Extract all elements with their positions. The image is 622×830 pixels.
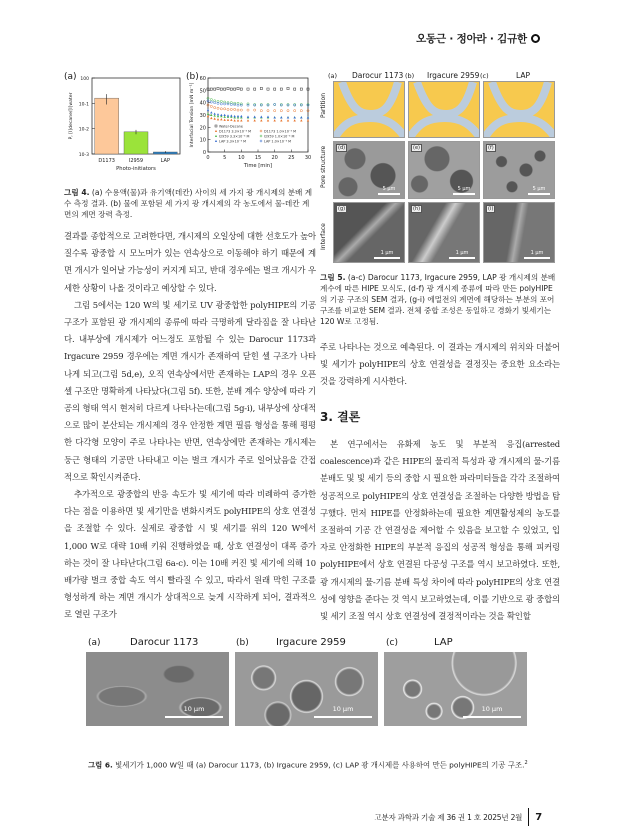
data-point <box>280 116 282 118</box>
x-tick-label: 5 <box>223 155 227 161</box>
x-tick-label: 30 <box>304 155 312 161</box>
data-point <box>227 87 229 89</box>
data-point <box>210 117 212 119</box>
data-point <box>224 88 226 90</box>
data-point <box>220 114 222 116</box>
figure-4 <box>64 70 314 180</box>
y-tick-label: 40 <box>199 100 206 107</box>
data-point <box>213 117 215 119</box>
sem-image-c <box>384 652 527 726</box>
y-axis-label: Interfacial Tension [mN m⁻¹] <box>190 82 195 148</box>
right-column-continuation <box>320 339 560 391</box>
data-point <box>274 103 276 105</box>
panel-a-label: (a) <box>64 72 77 82</box>
data-point <box>260 116 262 118</box>
data-point <box>237 109 239 111</box>
paragraph: 그림 5에서는 120 W의 빛 세기로 UV 광중합한 polyHIPE의 기공 구조가 포함된 광 개시제의 종류에 따라 극명하게 달라짐을 잘 나타난다. 내부상에 개시제가 어느정도 포함될 수 있는 Darocur 1173과 Irgacure 2959 경우에는 계면 개시가 존재하여 닫힌 셀 구조가 나타나게 되고(그림 5d,e), 오직 연속상에서만 존재하는 LAP의 경우 오픈 셀 구조만 명확하게 나타났다(그림 5f). 또한, 분배 계수 양상에 따라 기공의 형태 역시 현저히 다르게 나타나는데(그림 5g-i), 내부상에 상대적으로 많이 분산되는 개시제의 경우 안정한 계면 필름 형성을 통해 평평한 다각형 모양이 주로 나타나는 반면, 연속상에만 존재하는 개시제는 둥근 형태의 기공만 나타내고 이는 벌크 개시가 주로 일어났음을 간접적으로 확인시켜준다. <box>64 299 316 482</box>
bar-i2959 <box>124 132 148 154</box>
data-point <box>217 113 219 115</box>
data-point <box>213 112 215 114</box>
scale-bar: 5 µm <box>453 186 475 195</box>
panel-title: Irgacure 2959 <box>276 637 346 648</box>
col-title: Darocur 1173 <box>352 71 404 80</box>
legend-marker <box>260 140 262 142</box>
caption-text: (a-c) Darocur 1173, Irgacure 2959, LAP 광 개시제의 분배 계수에 따른 HIPE 모식도, (d-f) 광 개시제 종류에 따라 만든 polyHIPE의 기공 구조의 SEM 결과, (g-i) 에멀전의 계면에 해당하는 부분의 포어 구조를 비교한 SEM 결과. 전체 중합 조성은 동일하고 경화기 빛세기는 120 W로 고정됨. <box>320 273 556 326</box>
tile-label: (h) <box>413 206 421 212</box>
data-point <box>230 119 232 121</box>
data-point <box>267 119 269 121</box>
reference-superscript: 2 <box>524 760 528 766</box>
right-column-conclusion <box>320 436 560 625</box>
tile-label: (g) <box>338 206 346 212</box>
data-point <box>280 119 282 121</box>
scatter-chart-tension <box>186 70 314 180</box>
scale-bar: 5 µm <box>528 186 550 195</box>
sem-pore-f <box>483 141 555 199</box>
legend-label: LAP 3.3×10⁻³ M <box>219 139 247 144</box>
data-point <box>224 108 226 110</box>
figure-6-caption <box>88 758 568 770</box>
data-point <box>220 88 222 90</box>
figure-5 <box>320 68 560 263</box>
y-axis-label: P, [I]decane/[I]water <box>69 92 74 140</box>
data-point <box>280 110 282 112</box>
sem-pore-e <box>408 141 480 199</box>
y-tick-label: 10-2 <box>78 127 89 133</box>
data-point <box>210 101 212 103</box>
data-point <box>287 110 289 112</box>
scale-bar: 1 µm <box>374 250 400 259</box>
data-point <box>274 110 276 112</box>
data-point <box>234 108 236 110</box>
data-point <box>237 87 239 89</box>
scale-bar: 1 µm <box>524 250 550 259</box>
page-footer <box>374 808 542 826</box>
x-axis-label: Photo-initiators <box>116 166 156 172</box>
data-point <box>227 108 229 110</box>
y-tick-label: 0 <box>202 150 206 156</box>
data-point <box>253 119 255 121</box>
data-point <box>214 107 216 109</box>
paragraph: 주로 나타나는 것으로 예측된다. 이 결과는 개시제의 위치와 더불어 빛 세기가 polyHIPE의 상호 연결성을 결정짓는 중요한 요소라는 것을 강력하게 시사한다. <box>320 342 560 387</box>
caption-label: 그림 5. <box>320 273 346 282</box>
x-tick-label: 0 <box>206 155 210 161</box>
partition-schematic-b <box>408 81 480 138</box>
tile-label: (d) <box>338 145 346 151</box>
data-point <box>223 114 225 116</box>
tile-label: (e) <box>413 145 420 151</box>
paragraph: 추가적으로 광중합의 반응 속도가 빛 세기에 따라 비례하여 증가한다는 점을 이용하면 빛 세기만을 변화시켜도 polyHIPE의 상호 연결성을 조절할 수 있다. 실제로 광중합 시 빛 세기를 위의 120 W에서 1,000 W로 대략 10배 키워 진행하였을 때, 상호 연결성이 대폭 증가하는 것이 잘 나타난다(그림 6a-c). 이는 10배 커진 빛 세기에 의해 10배가량 벌크 중합 속도 역시 빨라질 수 있고, 따라서 원래 막힌 구조를 형성하게 하는 계면 개시가 상대적으로 늦게 시작하게 되어, 결과적으로 열린 구조가 <box>64 489 316 620</box>
scale-bar: 10 µm <box>314 705 372 718</box>
data-point <box>293 119 295 121</box>
col-title: Irgacure 2959 <box>427 71 480 80</box>
legend-marker <box>215 135 217 137</box>
data-point <box>247 88 249 90</box>
sem-image-b <box>235 652 378 726</box>
scale-bar: 5 µm <box>378 186 400 195</box>
data-point <box>237 119 239 121</box>
data-point <box>300 119 302 121</box>
row-title: Partition <box>320 92 327 118</box>
data-point <box>223 119 225 121</box>
legend-marker <box>215 130 217 132</box>
legend-marker <box>260 135 262 137</box>
data-point <box>273 119 275 121</box>
bar-chart-partition <box>64 70 189 180</box>
x-tick-label: 15 <box>254 155 262 161</box>
legend-label: Water-Decane <box>219 124 243 129</box>
page-number: 7 <box>535 811 542 823</box>
y-tick-label: 60 <box>199 76 206 82</box>
data-point <box>207 112 209 114</box>
data-point <box>287 119 289 121</box>
tile-label: (f) <box>488 145 494 151</box>
circle-ornament-icon <box>531 34 540 43</box>
row-title: Interface <box>320 223 327 250</box>
sem-interface-h <box>408 202 480 263</box>
data-point <box>267 110 269 112</box>
data-point <box>307 116 309 118</box>
figure-5-caption <box>320 272 560 327</box>
col-title: LAP <box>516 71 531 80</box>
x-tick-label: 25 <box>288 155 295 161</box>
y-tick-label: 10-1 <box>78 102 89 108</box>
caption-text: (a) 수용액(물)과 유기액(데칸) 사이의 세 가지 광 개시제의 분배 계수 측정 결과. (b) 물에 포함된 세 가지 광 개시제의 각 농도에서 물-데칸 계면의 계면 장력 측정. <box>64 188 313 219</box>
sem-interface-i <box>483 202 555 263</box>
col-label: (c) <box>480 72 489 80</box>
data-point <box>253 116 255 118</box>
data-point <box>294 88 296 90</box>
legend-label: D1173 3.3×10⁻³ M <box>219 129 252 134</box>
caption-label: 그림 6. <box>88 760 113 770</box>
data-point <box>254 109 256 111</box>
data-point <box>260 119 262 121</box>
bar-d1173 <box>95 98 119 154</box>
panel-b-label: (b) <box>186 72 199 82</box>
section-title-conclusion: 3. 결론 <box>320 410 361 424</box>
data-point <box>267 116 269 118</box>
journal-info: 고분자 과학과 기술 제 36 권 1 호 2025년 2월 <box>374 812 523 822</box>
running-header-authors <box>416 31 540 46</box>
col-label: (b) <box>405 72 415 80</box>
x-axis-label: Time [min] <box>243 163 273 169</box>
data-point <box>220 108 222 110</box>
y-tick-label: 20 <box>199 125 206 132</box>
paragraph: 결과를 종합적으로 고려한다면, 개시제의 오일상에 대한 선호도가 높아질수록 광중합 시 모노머가 있는 연속상으로 이동해야 하기 때문에 계면 개시가 일어날 가능성이 커지게 되고, 반대 경우에는 벌크 개시가 우세한 상황이 나올 것이라고 예상할 수 있다. <box>64 231 316 293</box>
data-point <box>260 110 262 112</box>
data-point <box>254 88 256 90</box>
data-point <box>240 119 242 121</box>
data-point <box>260 87 262 89</box>
data-point <box>280 88 282 90</box>
partition-schematic-a <box>333 81 405 138</box>
partition-schematic-c <box>483 81 555 138</box>
data-point <box>217 118 219 120</box>
y-tick-label: 100 <box>80 77 89 82</box>
x-tick-label: I2959 <box>128 158 144 164</box>
data-point <box>233 115 235 117</box>
data-point <box>237 115 239 117</box>
panel-title: LAP <box>434 637 453 648</box>
data-point <box>230 108 232 110</box>
panel-label: (c) <box>386 638 398 648</box>
y-tick-label: 10-3 <box>78 153 89 158</box>
panel-title: Darocur 1173 <box>130 637 199 648</box>
data-point <box>240 88 242 90</box>
data-point <box>227 119 229 121</box>
panel-label: (b) <box>236 638 249 648</box>
data-point <box>240 109 242 111</box>
legend-label: I2959 3.3×10⁻³ M <box>219 134 250 139</box>
data-point <box>307 119 309 121</box>
data-point <box>220 118 222 120</box>
data-point <box>230 88 232 90</box>
data-point <box>230 114 232 116</box>
data-point <box>294 110 296 112</box>
data-point <box>300 116 302 118</box>
caption-text: 빛세기가 1,000 W일 때 (a) Darocur 1173, (b) Irgacure 2959, (c) LAP 광 개시제를 사용하여 만든 polyHIPE의 기공 구조. <box>115 760 525 770</box>
x-tick-label: 20 <box>271 155 278 161</box>
data-point <box>293 116 295 118</box>
scale-bar: 1 µm <box>449 250 475 259</box>
x-tick-label: LAP <box>160 158 171 164</box>
data-point <box>273 116 275 118</box>
data-point <box>300 88 302 90</box>
data-point <box>233 119 235 121</box>
sem-pore-d <box>333 141 405 199</box>
data-point <box>234 88 236 90</box>
row-title: Pore structure <box>320 145 327 188</box>
legend-marker <box>260 130 262 132</box>
x-tick-label: D1173 <box>98 158 115 164</box>
sem-image-a <box>86 652 229 726</box>
figure-4-caption <box>64 187 316 220</box>
sem-interface-g <box>333 202 405 263</box>
data-point <box>210 105 212 107</box>
data-point <box>217 87 219 89</box>
data-point <box>210 111 212 113</box>
y-tick-label: 10 <box>199 137 206 144</box>
data-point <box>300 110 302 112</box>
data-point <box>240 115 242 117</box>
scale-bar: 10 µm <box>165 705 223 718</box>
data-point <box>247 109 249 111</box>
data-point <box>287 87 289 89</box>
data-point <box>220 103 222 105</box>
x-tick-label: 10 <box>238 155 245 161</box>
data-point <box>267 88 269 90</box>
y-tick-label: 30 <box>199 113 206 119</box>
scale-bar: 10 µm <box>463 705 521 718</box>
data-point <box>217 107 219 109</box>
legend-label: D1173 1.0×10⁻³ M <box>264 129 297 134</box>
data-point <box>207 109 209 111</box>
data-point <box>210 98 212 100</box>
footer-divider <box>528 808 529 826</box>
panel-label: (a) <box>88 638 101 648</box>
data-point <box>287 116 289 118</box>
data-point <box>247 116 249 118</box>
legend-marker <box>215 140 217 142</box>
left-column-text <box>64 228 316 624</box>
caption-label: 그림 4. <box>64 188 90 197</box>
legend-marker <box>215 125 217 127</box>
data-point <box>210 88 212 90</box>
legend-label: LAP 1.0×10⁻³ M <box>264 139 292 144</box>
y-tick-label: 50 <box>199 88 206 95</box>
tile-label: (i) <box>488 206 494 212</box>
data-point <box>274 88 276 90</box>
data-point <box>214 88 216 90</box>
paragraph: 본 연구에서는 유화제 농도 및 부분적 응집(arrested coalescence)과 같은 HIPE의 물리적 특성과 광 개시제의 물-기름 분배도 및 빛 세기 등의 중합 시 필요한 파라미터들을 각각 조절하여 성공적으로 polyHIPE의 상호 연결성을 조절하는 다양한 방법을 탐구했다. 먼저 HIPE를 안정화하는데 필요한 계면활성제의 농도를 조절하여 기공 간 연결성을 제어할 수 있음을 보고할 수 있었고, 입자로 안정화한 HIPE의 부분적 응집의 성공적 형성을 통해 피커링 polyHIPE에서 상호 연결된 다공성 구조를 역시 보고하였다. 또한, 광 개시제의 물-기름 분배 특성 차이에 따라 polyHIPE의 상호 연결성에 영향을 준다는 것 역시 보고하였는데, 이를 기반으로 광 중합의 빛 세기 조절 역시 상호 연결성에 결정적이라는 것을 확인할 <box>320 439 560 622</box>
legend-label: I2959 1.0×10⁻³ M <box>264 134 295 139</box>
col-label: (a) <box>328 72 338 80</box>
data-point <box>247 119 249 121</box>
data-point <box>227 114 229 116</box>
data-point <box>220 100 222 102</box>
authors-text: 오동근 · 정아라 · 김규한 <box>416 33 527 45</box>
